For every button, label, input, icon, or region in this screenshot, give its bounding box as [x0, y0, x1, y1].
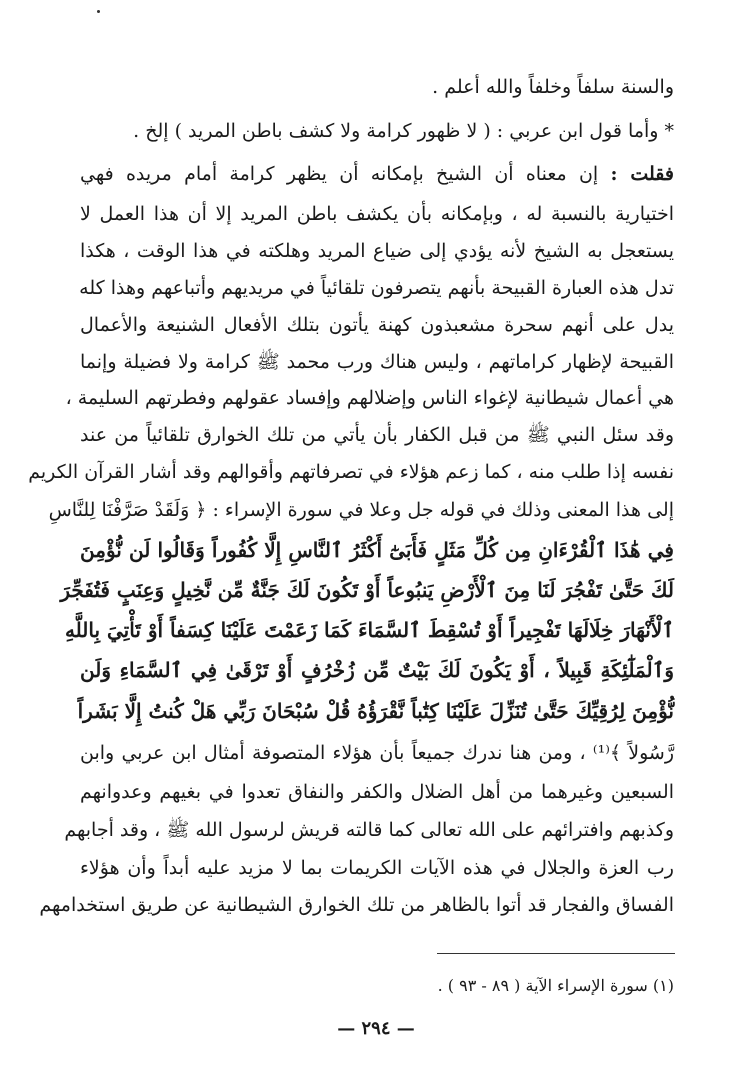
- lead-word: فقلت :: [610, 163, 674, 185]
- quran-line-1: فِي هَٰذَا ٱلْقُرْءَانِ مِن كُلِّ مَثَلٍ فَأَبَىٰٓ أَكْثَرُ ٱلنَّاسِ إِلَّا كُفُوراً وَقَالُوا لَن نُّؤْمِنَ: [80, 538, 674, 562]
- text-line-5: يستعجل به الشيخ لأنه يؤدي إلى ضياع المريد وهلكته في هذا الوقت ، هكذا: [80, 240, 674, 262]
- text-line-18: رَّسُولاً ﴾⁽¹⁾ ، ومن هنا ندرك جميعاً بأن هؤلاء المتصوفة أمثال ابن عربي وابن: [80, 742, 674, 764]
- text-line-22: الفساق والفجار قد أتوا بالظاهر من تلك الخوارق الشيطانية عن طريق استخدامهم: [39, 894, 674, 916]
- footnote-divider: [437, 953, 675, 954]
- text-line-10: وقد سئل النبي ﷺ من قبل الكفار بأن يأتي من تلك الخوارق تلقائياً من عند: [80, 424, 674, 446]
- text-line-3-body: إن معناه أن الشيخ بإمكانه أن يظهر كرامة أمام مريده فهي: [80, 163, 599, 185]
- scan-speck: [97, 10, 100, 13]
- text-line-19: السبعين وغيرهما من أهل الضلال والكفر والنفاق تعدوا في بغيهم وعدوانهم: [80, 781, 674, 803]
- text-line-3: [80, 159, 674, 189]
- page-number: — ٢٩٤ —: [337, 1018, 415, 1039]
- text-line-6: تدل هذه العبارة القبيحة بأنهم يتصرفون تلقائياً في مريديهم وأتباعهم وهذا كله: [79, 277, 674, 299]
- text-line-11: نفسه إذا طلب منه ، كما زعم هؤلاء في تصرفاتهم وأقوالهم وقد أشار القرآن الكريم: [28, 461, 674, 483]
- text-line-9: هي أعمال شيطانية لإغواء الناس وإضلالهم وإفساد عقولهم وفطرتهم السليمة ،: [65, 387, 674, 409]
- text-line-21: رب العزة والجلال في هذه الآيات الكريمات بما لا مزيد عليه أبداً وأن هؤلاء: [80, 857, 674, 879]
- text-line-8: القبيحة لإظهار كراماتهم ، وليس هناك ورب محمد ﷺ كرامة ولا فضيلة وإنما: [80, 351, 674, 373]
- text-line-1: والسنة سلفاً وخلفاً والله أعلم .: [432, 76, 674, 98]
- text-line-12: إلى هذا المعنى وذلك في قوله جل وعلا في سورة الإسراء : ﴿ وَلَقَدْ صَرَّفْنَا لِلنَّاسِ: [48, 499, 674, 521]
- quran-line-3: ٱلْأَنْهَارَ خِلَالَهَا تَفْجِيراً أَوْ تُسْقِطَ ٱلسَّمَاءَ كَمَا زَعَمْتَ عَلَيْنَا كِسَفاً أَوْ تَأْتِيَ بِاللَّهِ: [64, 618, 674, 642]
- footnote: (١) سورة الإسراء الآية ( ٨٩ - ٩٣ ) .: [437, 976, 674, 995]
- quran-line-5: نُّؤْمِنَ لِرُقِيِّكَ حَتَّىٰ تُنَزِّلَ عَلَيْنَا كِتَٰباً نَّقْرَؤُهُ قُلْ سُبْحَانَ رَبِّي هَلْ كُنتُ إِلَّا بَشَراً: [77, 699, 674, 723]
- text-line-4: اختيارية بالنسبة له ، وبإمكانه بأن يكشف باطن المريد إلا أن هذا العمل لا: [80, 203, 674, 225]
- quran-line-4: وَٱلْمَلَٰٓئِكَةِ قَبِيلاً ، أَوْ يَكُونَ لَكَ بَيْتٌ مِّن زُخْرُفٍ أَوْ تَرْقَىٰ فِي ٱلسَّمَاءِ وَلَن: [80, 658, 674, 682]
- quran-line-2: لَكَ حَتَّىٰ تَفْجُرَ لَنَا مِنَ ٱلْأَرْضِ يَنبُوعاً أَوْ تَكُونَ لَكَ جَنَّةٌ مِّن نَّخِيلٍ وَعِنَبٍ فَتُفَجِّرَ: [60, 578, 674, 602]
- text-line-2: * وأما قول ابن عربي : ( لا ظهور كرامة ولا كشف باطن المريد ) إلخ .: [133, 120, 674, 142]
- text-line-20: وكذبهم وافترائهم على الله تعالى كما قالته قريش لرسول الله ﷺ ، وقد أجابهم: [64, 819, 674, 841]
- text-line-7: يدل على أنهم سحرة مشعبذون كهنة يأتون بتلك الأفعال الشنيعة والأعمال: [80, 314, 674, 336]
